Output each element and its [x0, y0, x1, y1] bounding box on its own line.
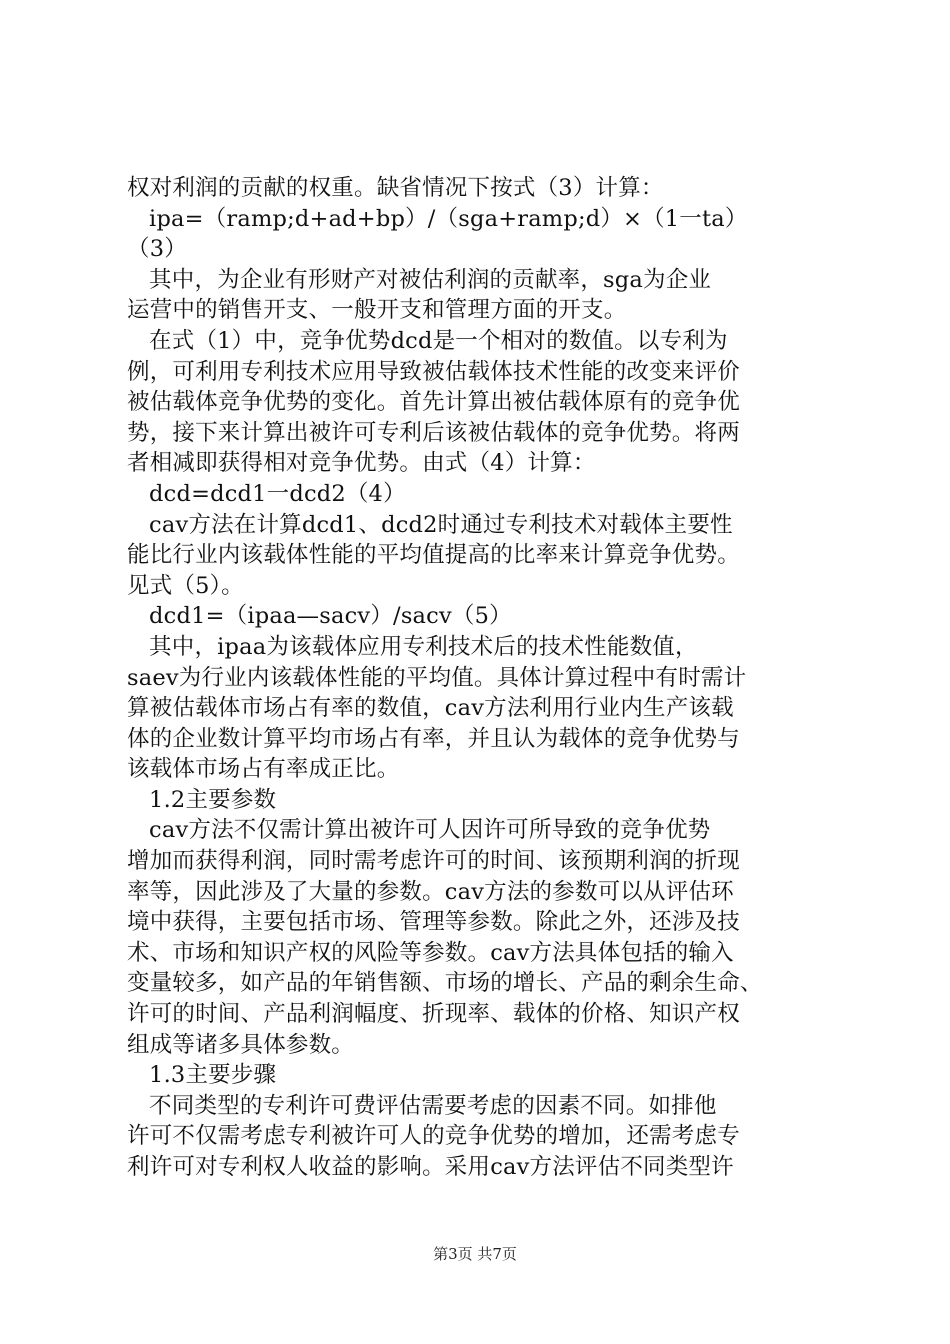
text-line: 利许可对专利权人收益的影响。采用cav方法评估不同类型许 [127, 1154, 734, 1180]
body-text [127, 173, 833, 1183]
text-line: 术、市场和知识产权的风险等参数。cav方法具体包括的输入 [127, 939, 734, 966]
text-line: 运营中的销售开支、一般开支和管理方面的开支。 [127, 297, 627, 324]
text-line: 组成等诸多具体参数。 [127, 1031, 355, 1058]
text-line: 其中，为企业有形财产对被估利润的贡献率，sga为企业 [127, 266, 712, 293]
text-line: 变量较多，如产品的年销售额、市场的增长、产品的剩余生命、 [127, 970, 763, 997]
text-line: 在式（1）中，竞争优势dcd是一个相对的数值。以专利为 [127, 327, 728, 354]
text-line: 见式（5）。 [127, 572, 244, 599]
text-line: dcd=dcd1一dcd2（4） [127, 480, 406, 507]
text-line: 其中，ipaa为该载体应用专利技术后的技术性能数值， [127, 633, 698, 660]
text-line: 算被估载体市场占有率的数值，cav方法利用行业内生产该载 [127, 695, 734, 722]
text-line: 能比行业内该载体性能的平均值提高的比率来计算竞争优势。 [127, 542, 740, 569]
text-line: 例，可利用专利技术应用导致被估载体技术性能的改变来评价 [127, 358, 740, 385]
text-line: 该载体市场占有率成正比。 [127, 756, 400, 783]
text-line: 许可的时间、产品利润幅度、折现率、载体的价格、知识产权 [127, 1001, 740, 1028]
page-footer: 第3页 共7页 [433, 1245, 517, 1263]
text-line: saev为行业内该载体性能的平均值。具体计算过程中有时需计 [127, 664, 747, 691]
text-line: 许可不仅需考虑专利被许可人的竞争优势的增加，还需考虑专 [127, 1123, 740, 1150]
text-line: 体的企业数计算平均市场占有率，并且认为载体的竞争优势与 [127, 725, 740, 752]
text-line: 增加而获得利润，同时需考虑许可的时间、该预期利润的折现 [127, 848, 740, 875]
text-line: dcd1=（ipaa—sacv）/sacv（5） [127, 603, 512, 630]
section-heading: 1.3主要步骤 [127, 1062, 277, 1089]
text-line: 率等，因此涉及了大量的参数。cav方法的参数可以从评估环 [127, 878, 734, 905]
text-line: （3） [127, 236, 187, 263]
text-line: cav方法不仅需计算出被许可人因许可所导致的竞争优势 [127, 817, 711, 844]
section-heading: 1.2主要参数 [127, 786, 277, 813]
text-line: ipa=（ramp;d+ad+bp）/（sga+ramp;d）×（1一ta） [127, 205, 748, 232]
text-line: 势，接下来计算出被许可专利后该被估载体的竞争优势。将两 [127, 419, 740, 446]
text-line: 境中获得，主要包括市场、管理等参数。除此之外，还涉及技 [127, 909, 740, 936]
text-line: 权对利润的贡献的权重。缺省情况下按式（3）计算： [127, 175, 664, 201]
text-line: 被估载体竞争优势的变化。首先计算出被估载体原有的竞争优 [127, 389, 740, 416]
text-line: 不同类型的专利许可费评估需要考虑的因素不同。如排他 [127, 1092, 717, 1119]
text-line: 者相减即获得相对竞争优势。由式（4）计算： [127, 450, 596, 477]
text-line: cav方法在计算dcd1、dcd2时通过专利技术对载体主要性 [127, 511, 733, 538]
